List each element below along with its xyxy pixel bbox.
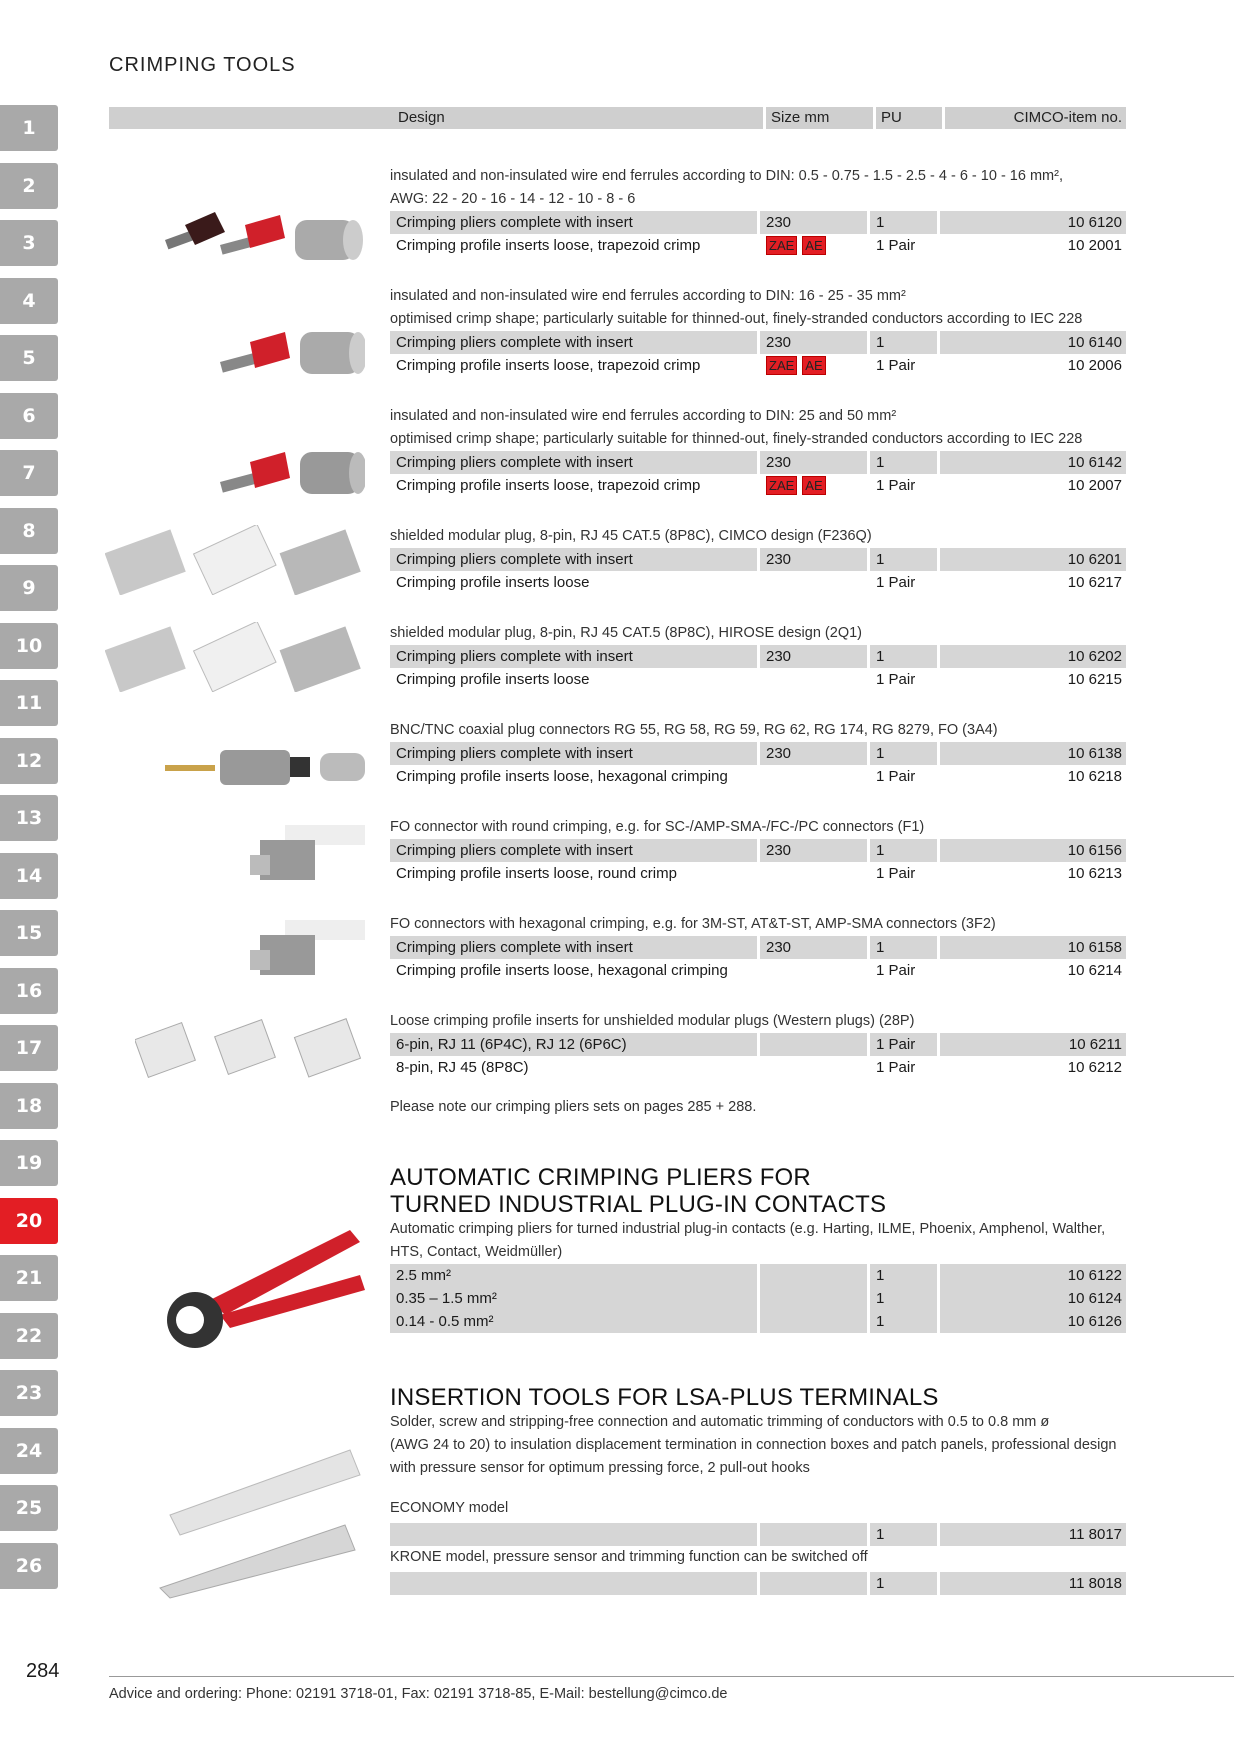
insert-code-badge: AE [802,236,825,255]
chapter-tab-1[interactable]: 1 [0,105,58,151]
table-row [390,234,1126,257]
cell-design: Crimping pliers complete with insert [390,451,760,474]
cell-design: Crimping pliers complete with insert [390,331,760,354]
section-description [390,525,1126,548]
section-description [390,719,1126,742]
cell-item-no: 10 6211 [940,1033,1126,1056]
chapter-tab-16[interactable]: 16 [0,968,58,1014]
cell-item-no: 10 6202 [940,645,1126,668]
section-heading [390,1164,1126,1218]
ferrule-images-1 [145,200,370,275]
western-plug-images [135,1015,365,1085]
table-row [390,839,1126,862]
description-line: AWG: 22 - 20 - 16 - 14 - 12 - 10 - 8 - 6 [390,191,636,207]
page-title: CRIMPING TOOLS [109,54,296,76]
header-design: Design [109,107,763,129]
product-section [390,816,1126,885]
cell-pu: 1 [870,1287,940,1310]
page-number: 284 [26,1660,60,1682]
size-value: 230 [766,334,792,351]
chapter-tab-21[interactable]: 21 [0,1255,58,1301]
cell-item-no: 10 6214 [1067,962,1122,979]
description-line: FO connectors with hexagonal crimping, e.g. for 3M-ST, AT&T-ST, AMP-SMA connectors (3F2) [390,916,996,932]
cell-pu: 1 Pair [870,668,940,691]
cell-pu: 1 [870,1523,940,1546]
cell-size [760,1056,870,1079]
cell-size [760,645,870,668]
cell-size [760,936,870,959]
lsa-insertion-tools-image [150,1440,370,1600]
cell-item-no: 10 6158 [940,936,1126,959]
cell-item-no: 11 8017 [940,1523,1126,1546]
table-row [390,1033,1126,1056]
cell-pu: 1 Pair [870,571,940,594]
chapter-tab-22[interactable]: 22 [0,1313,58,1359]
table-row [390,765,1126,788]
pliers-sets-note: Please note our crimping pliers sets on pages 285 + 288. [390,1099,757,1115]
chapter-tab-12[interactable]: 12 [0,738,58,784]
chapter-tab-10[interactable]: 10 [0,623,58,669]
cell-pu: 1 [870,211,940,234]
cell-design: Crimping profile inserts loose, round crimp [390,862,760,885]
chapter-tab-2[interactable]: 2 [0,163,58,209]
cell-item-no: 10 2006 [1067,357,1122,374]
cell-pu: 1 Pair [870,862,940,885]
cell-pu: 1 [870,742,940,765]
cell-design: Crimping profile inserts loose [390,668,760,691]
cell-item-no: 10 6212 [1067,1059,1122,1076]
cell-size [760,959,870,982]
cell-design: 0.14 - 0.5 mm² [390,1310,760,1333]
cell-pu: 1 Pair [870,765,940,788]
cell-pu: 1 [870,1572,940,1595]
cell-design: Crimping pliers complete with insert [390,548,760,571]
chapter-tab-8[interactable]: 8 [0,508,58,554]
section-description [390,816,1126,839]
insert-code-badge: ZAE [766,356,797,375]
description-line: insulated and non-insulated wire end ferrules according to DIN: 25 and 50 mm² [390,408,897,424]
chapter-tab-4[interactable]: 4 [0,278,58,324]
cell-size [760,1033,870,1056]
cell-size [760,1287,870,1310]
chapter-tab-20[interactable]: 20 [0,1198,58,1244]
description-line: insulated and non-insulated wire end ferrules according to DIN: 0.5 - 0.75 - 1.5 - 2.5 - 4 - 6 - 10 - 16 mm², [390,168,1063,184]
size-value: 230 [766,214,792,231]
cell-size [760,331,870,354]
table-row [390,668,1126,691]
header-pu: PU [876,107,942,129]
chapter-tab-14[interactable]: 14 [0,853,58,899]
cell-item-no: 10 6213 [1067,865,1122,882]
cell-design: Crimping profile inserts loose, trapezoid crimp [390,234,760,257]
product-section [390,165,1126,257]
economy-model-label: ECONOMY model [390,1500,509,1516]
chapter-tab-9[interactable]: 9 [0,565,58,611]
cell-item-no: 10 6215 [1067,671,1122,688]
cell-size [760,571,870,594]
cell-pu: 1 Pair [870,234,940,257]
table-row [390,354,1126,377]
description-line: optimised crimp shape; particularly suitable for thinned-out, finely-stranded conductors according to IEC 228 [390,431,1083,447]
chapter-tab-13[interactable]: 13 [0,795,58,841]
cell-item-no: 10 6120 [940,211,1126,234]
cell-design: 6-pin, RJ 11 (6P4C), RJ 12 (6P6C) [390,1033,760,1056]
table-row [390,1287,1126,1310]
cell-item-no: 10 6124 [940,1287,1126,1310]
chapter-tab-6[interactable]: 6 [0,393,58,439]
automatic-pliers-section [390,1164,1126,1333]
chapter-tab-23[interactable]: 23 [0,1370,58,1416]
cell-design: Crimping pliers complete with insert [390,742,760,765]
fo-connector-image-2 [245,910,365,990]
cell-design: Crimping profile inserts loose, trapezoid crimp [390,474,760,497]
cell-design: Crimping profile inserts loose [390,571,760,594]
cell-item-no: 10 6140 [940,331,1126,354]
cell-item-no: 10 6201 [940,548,1126,571]
chapter-tab-7[interactable]: 7 [0,450,58,496]
header-item: CIMCO-item no. [945,107,1126,129]
table-row [390,645,1126,668]
heading-line: TURNED INDUSTRIAL PLUG-IN CONTACTS [390,1191,887,1218]
cell-design: Crimping profile inserts loose, hexagonal crimping [390,765,760,788]
chapter-tab-3[interactable]: 3 [0,220,58,266]
description-line: FO connector with round crimping, e.g. for SC-/AMP-SMA-/FC-/PC connectors (F1) [390,819,925,835]
description-line: shielded modular plug, 8-pin, RJ 45 CAT.5 (8P8C), HIROSE design (2Q1) [390,625,863,641]
cell-size [760,839,870,862]
cell-size [760,765,870,788]
description-line: optimised crimp shape; particularly suitable for thinned-out, finely-stranded conductors according to IEC 228 [390,311,1083,327]
cell-item-no: 11 8018 [940,1572,1126,1595]
cell-item-no: 10 6217 [1067,574,1122,591]
size-value: 230 [766,745,792,762]
description-line: (AWG 24 to 20) to insulation displacement termination in connection boxes and patch panels, professional design [390,1437,1117,1453]
cell-pu: 1 [870,645,940,668]
description-line: Loose crimping profile inserts for unshielded modular plugs (Western plugs) (28P) [390,1013,915,1029]
size-value: 230 [766,939,792,956]
chapter-tab-15[interactable]: 15 [0,910,58,956]
chapter-tab-24[interactable]: 24 [0,1428,58,1474]
cell-pu: 1 [870,936,940,959]
cell-item-no: 10 2007 [1067,477,1122,494]
cell-item-no: 10 6138 [940,742,1126,765]
cell-design: 2.5 mm² [390,1264,760,1287]
product-section [390,1010,1126,1079]
fo-connector-image-1 [245,815,365,895]
section-description [390,622,1126,645]
bnc-connector-images [160,735,370,795]
cell-item-no: 10 6156 [940,839,1126,862]
section-description [390,165,1126,211]
table-row [390,1310,1126,1333]
description-line: HTS, Contact, Weidmüller) [390,1244,563,1260]
cell-design: Crimping profile inserts loose, trapezoid crimp [390,354,760,377]
cell-size [760,742,870,765]
table-row [390,1523,1126,1546]
table-row [390,959,1126,982]
cell-pu: 1 [870,548,940,571]
header-size: Size mm [766,107,873,129]
size-value: 230 [766,648,792,665]
cell-pu: 1 [870,1310,940,1333]
insert-code-badge: ZAE [766,476,797,495]
table-row [390,936,1126,959]
modular-plug-images-1 [105,525,365,595]
automatic-crimping-pliers-image [150,1220,370,1350]
cell-pu: 1 Pair [870,474,940,497]
heading-line: AUTOMATIC CRIMPING PLIERS FOR [390,1164,811,1191]
section-description [390,1010,1126,1033]
cell-design [390,1572,760,1595]
cell-size [760,451,870,474]
section-description [390,285,1126,331]
cell-design [390,1523,760,1546]
cell-item-no: 10 6122 [940,1264,1126,1287]
table-row [390,571,1126,594]
cell-design: Crimping pliers complete with insert [390,839,760,862]
size-value: 230 [766,551,792,568]
section-heading: INSERTION TOOLS FOR LSA-PLUS TERMINALS [390,1384,939,1411]
cell-item-no: 10 6218 [1067,768,1122,785]
insert-code-badge: ZAE [766,236,797,255]
chapter-tab-19[interactable]: 19 [0,1140,58,1186]
ferrule-images-3 [215,440,365,510]
cell-pu: 1 [870,451,940,474]
insert-code-badge: AE [802,356,825,375]
krone-model-label: KRONE model, pressure sensor and trimming function can be switched off [390,1549,868,1565]
cell-design: Crimping profile inserts loose, hexagonal crimping [390,959,760,982]
table-row [390,1056,1126,1079]
cell-size [760,1310,870,1333]
cell-design: 8-pin, RJ 45 (8P8C) [390,1056,760,1079]
chapter-tab-5[interactable]: 5 [0,335,58,381]
product-section [390,405,1126,497]
product-section [390,622,1126,691]
section-description [390,1218,1126,1264]
description-line: insulated and non-insulated wire end ferrules according to DIN: 16 - 25 - 35 mm² [390,288,906,304]
cell-pu: 1 [870,331,940,354]
size-value: 230 [766,454,792,471]
section-description [390,1411,1126,1480]
cell-size [760,234,870,257]
table-row [390,862,1126,885]
insert-code-badge: AE [802,476,825,495]
cell-size [760,354,870,377]
cell-pu: 1 Pair [870,1056,940,1079]
size-value: 230 [766,842,792,859]
chapter-tab-26[interactable]: 26 [0,1543,58,1589]
table-row [390,451,1126,474]
cell-item-no: 10 2001 [1067,237,1122,254]
cell-item-no: 10 6142 [940,451,1126,474]
cell-design: Crimping pliers complete with insert [390,645,760,668]
table-row [390,1572,1126,1595]
table-row [390,211,1126,234]
description-line: shielded modular plug, 8-pin, RJ 45 CAT.5 (8P8C), CIMCO design (F236Q) [390,528,872,544]
description-line: with pressure sensor for optimum pressing force, 2 pull-out hooks [390,1460,810,1476]
description-line: BNC/TNC coaxial plug connectors RG 55, RG 58, RG 59, RG 62, RG 174, RG 8279, FO (3A4) [390,722,998,738]
section-description [390,405,1126,451]
product-section [390,913,1126,982]
chapter-tab-18[interactable]: 18 [0,1083,58,1129]
cell-size [760,211,870,234]
cell-pu: 1 Pair [870,959,940,982]
cell-pu: 1 Pair [870,354,940,377]
product-section [390,719,1126,788]
table-row [390,548,1126,571]
cell-pu: 1 Pair [870,1033,940,1056]
lsa-tools-section [390,1384,1126,1595]
cell-size [760,668,870,691]
chapter-tab-25[interactable]: 25 [0,1485,58,1531]
cell-design: Crimping pliers complete with insert [390,211,760,234]
modular-plug-images-2 [105,622,365,692]
cell-pu: 1 [870,839,940,862]
cell-size [760,1572,870,1595]
cell-item-no: 10 6126 [940,1310,1126,1333]
cell-size [760,862,870,885]
ferrule-images-2 [215,320,365,390]
chapter-tab-17[interactable]: 17 [0,1025,58,1071]
cell-size [760,548,870,571]
cell-design: 0.35 – 1.5 mm² [390,1287,760,1310]
footer-divider [109,1676,1234,1677]
table-row [390,742,1126,765]
footer-contact: Advice and ordering: Phone: 02191 3718-01, Fax: 02191 3718-85, E-Mail: bestellung@cimco.de [109,1686,728,1702]
table-row [390,1264,1126,1287]
product-section [390,285,1126,377]
cell-size [760,1264,870,1287]
cell-size [760,1523,870,1546]
section-description [390,913,1126,936]
table-row [390,331,1126,354]
table-header [109,107,1126,129]
description-line: Automatic crimping pliers for turned industrial plug-in contacts (e.g. Harting, ILME, Phoenix, Amphenol, Walther, [390,1221,1106,1237]
cell-size [760,474,870,497]
table-row [390,474,1126,497]
product-section [390,525,1126,594]
description-line: Solder, screw and stripping-free connection and automatic trimming of conductors with 0.5 to 0.8 mm ø [390,1414,1050,1430]
cell-pu: 1 [870,1264,940,1287]
chapter-tab-11[interactable]: 11 [0,680,58,726]
cell-design: Crimping pliers complete with insert [390,936,760,959]
